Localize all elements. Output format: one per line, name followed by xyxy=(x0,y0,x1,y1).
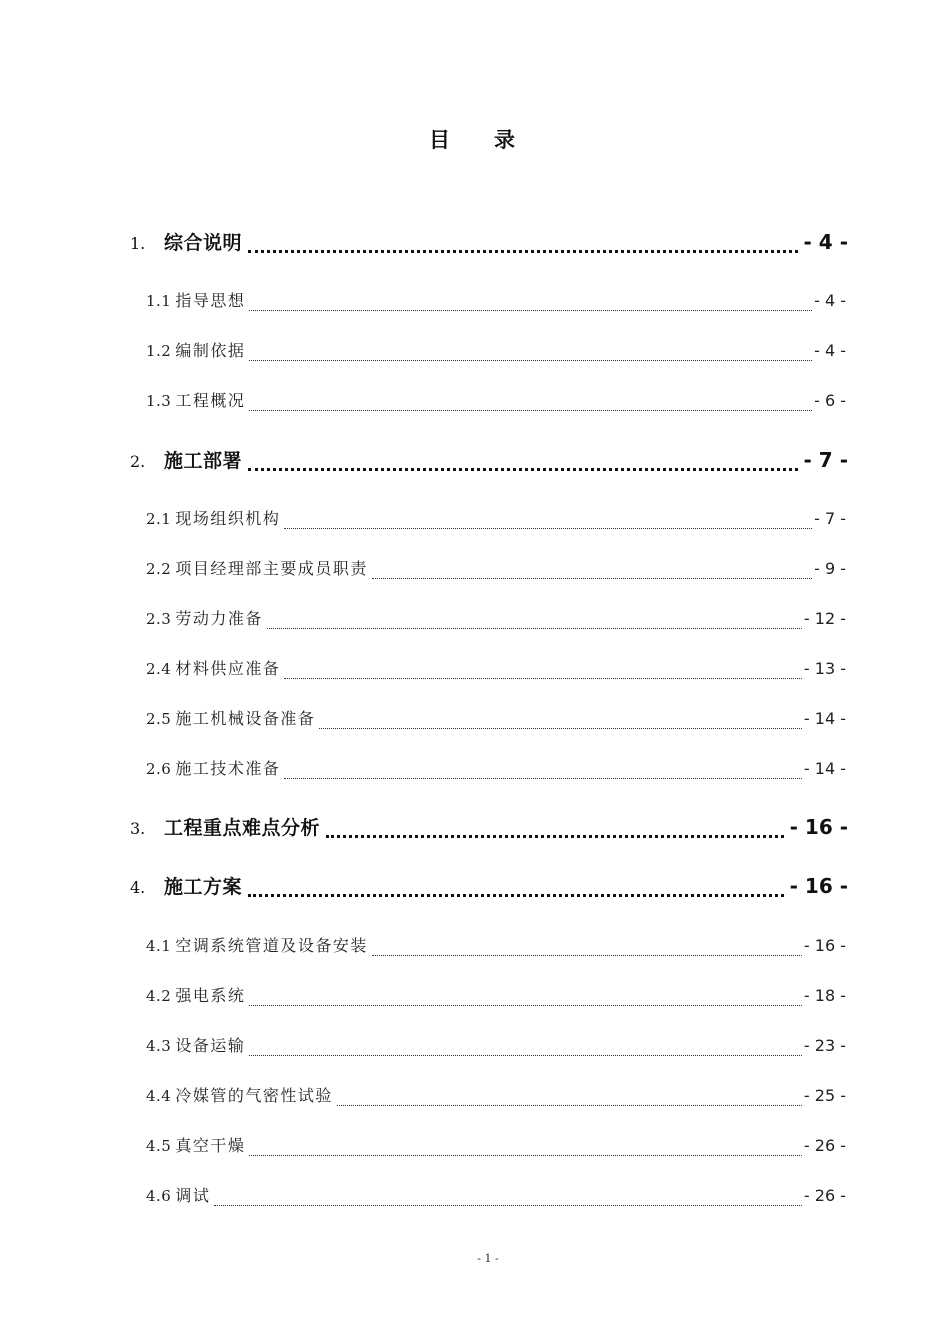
toc-title: 目录 xyxy=(429,128,559,152)
toc-chapter-entry[interactable] xyxy=(130,813,848,843)
dot-leader xyxy=(284,524,812,529)
dot-leader xyxy=(249,406,812,411)
toc-entry-page: - 6 - xyxy=(814,391,846,410)
toc-entry-number: 1.2 xyxy=(146,342,172,360)
toc-entry-number: 2.4 xyxy=(146,660,172,678)
toc-entry-page: - 7 - xyxy=(803,448,848,472)
toc-entry-title: 材料供应准备 xyxy=(175,659,281,678)
toc-entry-title: 施工机械设备准备 xyxy=(175,709,316,728)
toc-entry-page: - 14 - xyxy=(803,709,846,728)
toc-entry-title: 编制依据 xyxy=(175,341,246,360)
toc-section-entry[interactable] xyxy=(146,288,846,318)
toc-entry-page: - 26 - xyxy=(803,1186,846,1205)
toc-entry-page: - 16 - xyxy=(803,936,846,955)
toc-entry-title: 设备运输 xyxy=(175,1036,246,1055)
toc-section-entry[interactable] xyxy=(146,706,846,736)
toc-entry-number: 2.2 xyxy=(146,560,172,578)
toc-entry-title: 施工技术准备 xyxy=(175,759,281,778)
toc-entry-title: 工程重点难点分析 xyxy=(164,817,321,839)
toc-entry-page: - 16 - xyxy=(789,874,848,898)
toc-entry-title: 劳动力准备 xyxy=(175,609,263,628)
dot-leader xyxy=(284,674,802,679)
toc-chapter-entry[interactable] xyxy=(130,228,848,258)
dot-leader xyxy=(249,1001,802,1006)
toc-entry-number: 4.6 xyxy=(146,1187,172,1205)
toc-entry-number: 1. xyxy=(130,234,146,253)
toc-entry-number: 2.5 xyxy=(146,710,172,728)
toc-entry-title: 空调系统管道及设备安装 xyxy=(175,936,368,955)
toc-entry-page: - 14 - xyxy=(803,759,846,778)
toc-section-entry[interactable] xyxy=(146,388,846,418)
dot-leader xyxy=(249,306,812,311)
toc-entry-page: - 12 - xyxy=(803,609,846,628)
toc-entry-title: 调试 xyxy=(175,1186,211,1205)
dot-leader xyxy=(249,1151,802,1156)
dot-leader xyxy=(337,1101,802,1106)
toc-section-entry[interactable] xyxy=(146,1183,846,1213)
toc-section-entry[interactable] xyxy=(146,1033,846,1063)
dot-leader xyxy=(267,624,802,629)
toc-entry-title: 现场组织机构 xyxy=(175,509,281,528)
toc-entry-number: 4. xyxy=(130,878,146,897)
toc-entry-number: 2. xyxy=(130,452,146,471)
toc-entry-page: - 4 - xyxy=(814,291,846,310)
page-number-footer: - 1 - xyxy=(477,1252,499,1265)
toc-entry-page: - 4 - xyxy=(814,341,846,360)
toc-entry-title: 综合说明 xyxy=(164,232,243,254)
toc-entry-number: 3. xyxy=(130,819,146,838)
toc-entry-title: 工程概况 xyxy=(175,391,246,410)
toc-entry-title: 冷媒管的气密性试验 xyxy=(175,1086,333,1105)
toc-section-entry[interactable] xyxy=(146,983,846,1013)
dot-leader xyxy=(248,462,798,471)
toc-entry-title: 施工方案 xyxy=(164,876,243,898)
toc-entry-number: 2.1 xyxy=(146,510,172,528)
dot-leader xyxy=(326,829,784,838)
dot-leader xyxy=(372,951,802,956)
toc-entry-title: 项目经理部主要成员职责 xyxy=(175,559,368,578)
toc-entry-page: - 9 - xyxy=(814,559,846,578)
toc-entry-number: 2.3 xyxy=(146,610,172,628)
toc-entry-page: - 26 - xyxy=(803,1136,846,1155)
dot-leader xyxy=(248,888,784,897)
toc-entry-page: - 18 - xyxy=(803,986,846,1005)
toc-section-entry[interactable] xyxy=(146,506,846,536)
toc-entry-number: 4.4 xyxy=(146,1087,172,1105)
toc-section-entry[interactable] xyxy=(146,756,846,786)
toc-entry-page: - 25 - xyxy=(803,1086,846,1105)
toc-entry-page: - 23 - xyxy=(803,1036,846,1055)
dot-leader xyxy=(319,724,802,729)
toc-entry-title: 施工部署 xyxy=(164,450,243,472)
toc-entry-page: - 13 - xyxy=(803,659,846,678)
toc-chapter-entry[interactable] xyxy=(130,446,848,476)
dot-leader xyxy=(249,356,812,361)
dot-leader xyxy=(249,1051,802,1056)
toc-entry-number: 4.5 xyxy=(146,1137,172,1155)
toc-entry-page: - 7 - xyxy=(814,509,846,528)
toc-chapter-entry[interactable] xyxy=(130,872,848,902)
toc-section-entry[interactable] xyxy=(146,1083,846,1113)
dot-leader xyxy=(248,244,798,253)
dot-leader xyxy=(372,574,812,579)
toc-section-entry[interactable] xyxy=(146,933,846,963)
toc-entry-title: 强电系统 xyxy=(175,986,246,1005)
toc-section-entry[interactable] xyxy=(146,338,846,368)
toc-entry-title: 指导思想 xyxy=(175,291,246,310)
toc-entry-number: 4.2 xyxy=(146,987,172,1005)
dot-leader xyxy=(214,1201,802,1206)
toc-entry-number: 2.6 xyxy=(146,760,172,778)
toc-section-entry[interactable] xyxy=(146,656,846,686)
toc-entry-title: 真空干燥 xyxy=(175,1136,246,1155)
toc-entry-page: - 16 - xyxy=(789,815,848,839)
toc-entry-number: 4.3 xyxy=(146,1037,172,1055)
toc-section-entry[interactable] xyxy=(146,606,846,636)
toc-entry-page: - 4 - xyxy=(803,230,848,254)
dot-leader xyxy=(284,774,802,779)
toc-entry-number: 4.1 xyxy=(146,937,172,955)
toc-section-entry[interactable] xyxy=(146,1133,846,1163)
toc-entry-number: 1.3 xyxy=(146,392,172,410)
toc-entry-number: 1.1 xyxy=(146,292,172,310)
toc-section-entry[interactable] xyxy=(146,556,846,586)
